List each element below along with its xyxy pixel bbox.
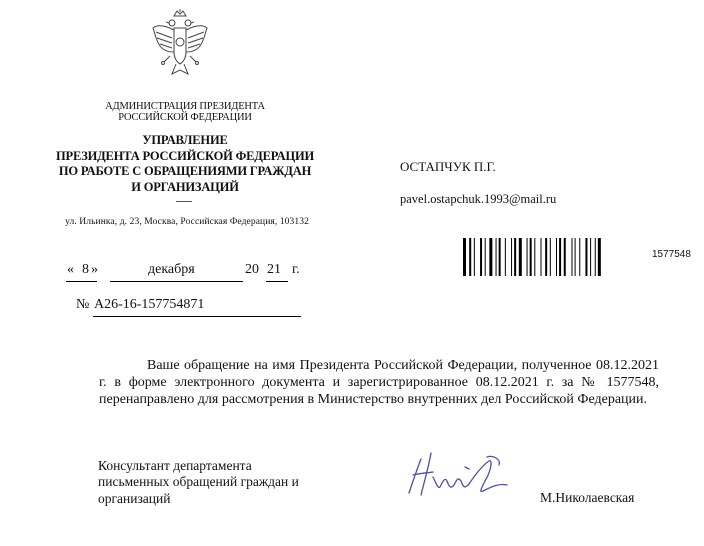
barcode-bar [530, 238, 532, 276]
barcode-bar [474, 238, 475, 276]
barcode-bar [514, 238, 516, 276]
barcode-bar [534, 238, 535, 276]
department-line-3: ПО РАБОТЕ С ОБРАЩЕНИЯМИ ГРАЖДАН [58, 164, 312, 178]
date-month: декабря [148, 262, 195, 277]
date-year-underline [266, 281, 288, 282]
barcode-bar [572, 238, 573, 276]
barcode-bar [575, 238, 576, 276]
barcode-bar [519, 238, 522, 276]
signatory-title-line-2: письменных обращений граждан и [98, 474, 299, 489]
department-line-4: И ОРГАНИЗАЦИЙ [131, 180, 239, 194]
barcode-bar [595, 238, 596, 276]
date-close-quote: » [91, 262, 98, 277]
signatory-title-line-1: Консультант департамента [98, 458, 252, 473]
department-divider [176, 201, 192, 202]
barcode-bar [564, 238, 566, 276]
document-number-underline [93, 316, 301, 317]
document-number-label: № [76, 297, 90, 312]
barcode-bar [590, 238, 591, 276]
barcode-bar [556, 238, 557, 276]
document-number: А26-16-157754871 [94, 297, 205, 312]
administration-line-1: АДМИНИСТРАЦИЯ ПРЕЗИДЕНТА [105, 101, 265, 112]
recipient-email: pavel.ostapchuk.1993@mail.ru [400, 192, 557, 206]
signatory-title-line-3: организаций [98, 491, 171, 506]
sender-address: ул. Ильинка, д. 23, Москва, Российская Федерация, 103132 [65, 217, 309, 227]
barcode-bar [496, 238, 497, 276]
handwritten-signature [403, 447, 528, 505]
signatory-name: М.Николаевская [540, 490, 635, 505]
date-open-quote: « [67, 262, 74, 277]
date-month-underline [110, 281, 243, 282]
barcode-bar [469, 238, 471, 276]
barcode-bar [485, 238, 486, 276]
barcode [463, 238, 647, 276]
letter-body: Ваше обращение на имя Президента Российской Федерации, полученное 08.12.2021 г. в форме электронного документа и зарегистрированное 08.12.2021 г. за № 1577548, перенаправлено для рассмотрения в Министерство внутренних дел Российской Федерации. [99, 358, 659, 407]
barcode-bar [598, 238, 601, 276]
barcode-bar [527, 238, 528, 276]
department-line-1: УПРАВЛЕНИЕ [142, 133, 228, 147]
barcode-bar [550, 238, 551, 276]
barcode-bar [463, 238, 466, 276]
barcode-bar [499, 238, 501, 276]
recipient-name: ОСТАПЧУК П.Г. [400, 159, 496, 174]
coat-of-arms-emblem [148, 8, 212, 88]
barcode-bar [480, 238, 482, 276]
barcode-bar [545, 238, 547, 276]
barcode-bar [579, 238, 580, 276]
date-suffix: г. [292, 262, 300, 277]
barcode-bar [511, 238, 512, 276]
barcode-bar [585, 238, 587, 276]
barcode-bar [489, 238, 492, 276]
barcode-bar [559, 238, 561, 276]
administration-line-2: РОССИЙСКОЙ ФЕДЕРАЦИИ [118, 112, 252, 123]
department-line-2: ПРЕЗИДЕНТА РОССИЙСКОЙ ФЕДЕРАЦИИ [55, 149, 315, 163]
date-day-underline [66, 281, 97, 282]
date-day: 8 [82, 262, 89, 277]
date-century: 20 [245, 262, 259, 277]
date-year: 21 [267, 262, 281, 277]
barcode-bar [541, 238, 542, 276]
barcode-number: 1577548 [652, 249, 691, 260]
barcode-bar [505, 238, 506, 276]
